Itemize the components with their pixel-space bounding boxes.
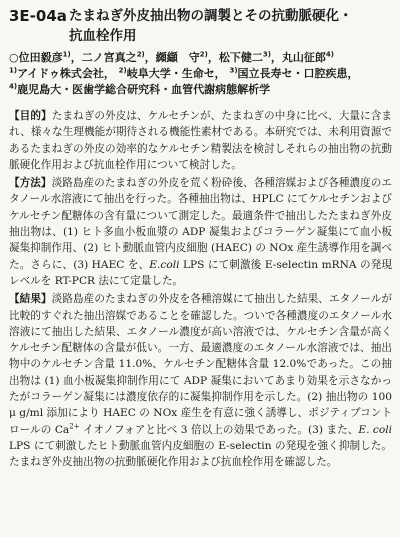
result-heading: 【結果】 bbox=[9, 293, 52, 306]
method-ecoli: E.coli bbox=[149, 258, 180, 271]
affiliation-3-marker: 3) bbox=[229, 66, 238, 75]
author-1: ○位田毅彦 bbox=[9, 51, 63, 64]
author-3: 纐纈 守 bbox=[155, 51, 200, 64]
author-3-affil: 2) bbox=[199, 50, 208, 59]
result-text-cont: イオノフォアと比べ 3 倍以上の効果であった。(3) また、 bbox=[79, 423, 359, 436]
affiliation-line-1 bbox=[9, 66, 392, 82]
author-separator: ， bbox=[144, 51, 156, 64]
author-2-affil: 2) bbox=[136, 50, 145, 59]
method-paragraph bbox=[9, 175, 392, 289]
author-separator: ， bbox=[70, 51, 82, 64]
title-line-1: たまねぎ外皮抽出物の調製とその抗動脈硬化・ bbox=[69, 8, 353, 24]
affiliation-1: アイドゥ株式会社， bbox=[17, 67, 115, 80]
method-text: 淡路島産のたまねぎの外皮を荒く粉砕後、各種溶媒および各種濃度のエタノール水溶液にて抽出を行った。各種抽出物は、HPLC にてケルセチンおよびケルセチン配糖体の含有量について測定した。最適条件で抽出したたまねぎ外皮抽出物は、(1) ヒト多血小板血漿の ADP 凝集およびコラーゲン凝集にて血小板凝集抑制作用、(2) ヒト動脈血管内皮細胞 (HAEC) の NOx 産生誘導作用を調べた。さらに、(3) HAEC を、 bbox=[9, 177, 392, 271]
author-4-affil: 3) bbox=[262, 50, 271, 59]
purpose-paragraph bbox=[9, 108, 392, 173]
result-ecoli: E. coli bbox=[358, 423, 393, 436]
author-5-affil: 4) bbox=[325, 50, 334, 59]
abstract-header bbox=[9, 6, 392, 46]
calcium-charge: 2+ bbox=[69, 422, 80, 431]
result-paragraph bbox=[9, 291, 392, 470]
purpose-text: たまねぎの外皮は、ケルセチンが、たまねぎの中身に比べ、大量に含まれ、様々な生理機能が期待される機能性素材である。本研究では、未利用資源であるたまねぎの外皮の効率的なケルセチン精製法を検討しそれらの抽出物の抗動脈硬化作用および抗血栓作用について検討した。 bbox=[9, 110, 393, 171]
author-1-affil: 1) bbox=[62, 50, 71, 59]
result-text: 淡路島産のたまねぎの外皮を各種溶媒にて抽出した結果、エタノールが比較的すぐれた抽出溶媒であることを確認した。ついで各種濃度のエタノール水溶液にて抽出した結果、エタノール濃度が高い溶液では、ケルセチン含量が高くケルセチン配糖体の含量が低い。一方、最適濃度のエタノール水溶液では、抽出物中のケルセチン含量 11.0%、ケルセチン配糖体含量 12.0%であった。この抽出物は (1) 血小板凝集抑制作用にて ADP 凝集においてあまり効果を示さなかったがコラーゲン凝集には濃度依存的に凝集抑制作用を示した。(2) 抽出物の 100 μ g/ml 添加により HAEC の NOx 産生を有意に強く誘導し、ポジティブコントロールの Ca bbox=[9, 293, 393, 436]
abstract-body bbox=[9, 108, 392, 471]
result-text-end: LPS にて刺激したヒト動脈血管内皮細胞の E-selectin の発現を強く抑制した。たまねぎ外皮抽出物の抗動脈硬化作用および抗血栓作用を確認した。 bbox=[9, 439, 392, 469]
affiliation-1-marker: 1) bbox=[9, 66, 18, 75]
affiliation-4: 鹿児島大・医歯学総合研究科・血管代謝病態解析学 bbox=[17, 83, 271, 96]
affiliation-list bbox=[9, 66, 392, 98]
author-list bbox=[9, 50, 392, 66]
affiliation-3: 国立長寿セ・口腔疾患， bbox=[237, 67, 359, 80]
affiliation-line-2 bbox=[9, 82, 392, 98]
purpose-heading: 【目的】 bbox=[9, 110, 52, 122]
abstract-code: 3E-04a bbox=[9, 7, 67, 25]
author-5: 丸山征郎 bbox=[281, 51, 326, 64]
method-heading: 【方法】 bbox=[9, 177, 52, 190]
title-line-2: 抗血栓作用 bbox=[69, 28, 137, 44]
author-4: 松下健二 bbox=[218, 51, 263, 64]
author-separator: ， bbox=[207, 51, 219, 64]
affiliation-4-marker: 4) bbox=[9, 82, 18, 91]
abstract-title bbox=[69, 6, 392, 46]
author-separator: ， bbox=[270, 51, 282, 64]
affiliation-2-marker: 2) bbox=[118, 66, 127, 75]
affiliation-2: 岐阜大学・生命セ， bbox=[126, 67, 226, 80]
author-2: 二ノ宮真之 bbox=[81, 51, 137, 64]
method-text-cont: LPS にて刺激後 E-selectin mRNA の発現レベルを RT-PCR 法にて定量した。 bbox=[9, 258, 393, 287]
